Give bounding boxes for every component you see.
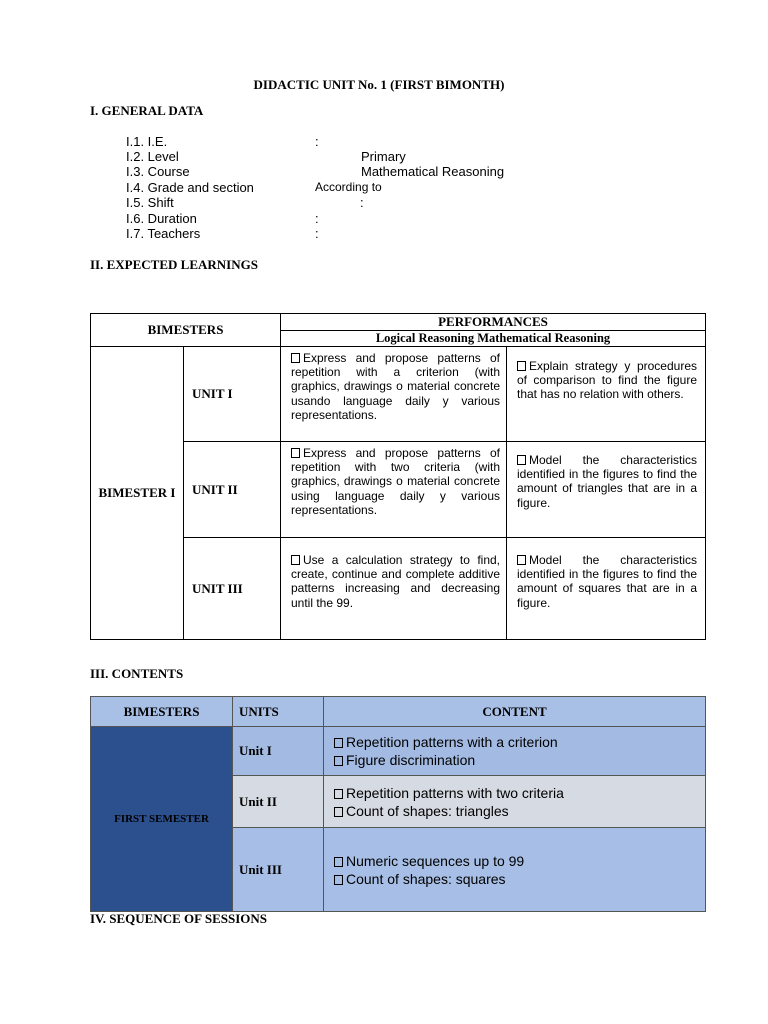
gd-value-course: Mathematical Reasoning <box>361 164 505 179</box>
performance-text: Model the characteristics identified in the figures to find the amount of triangles that are in a figure. <box>517 453 697 510</box>
bullet-icon <box>334 857 343 867</box>
gd-value-shift: : <box>360 195 364 210</box>
page-title: DIDACTIC UNIT No. 1 (FIRST BIMONTH) <box>253 77 505 92</box>
performance-text: Use a calculation strategy to find, create, continue and complete additive patterns increasing and decreasing until the 99. <box>291 553 500 610</box>
contents-content-header: CONTENT <box>324 697 706 727</box>
bullet-icon <box>291 555 300 565</box>
performance-text: Explain strategy y procedures of comparison to find the figure that has no relation with others. <box>517 359 697 402</box>
gd-label-course: I.3. Course <box>126 164 190 179</box>
contents-unit-cell: Unit I <box>233 727 324 776</box>
gd-value-grade: According to <box>315 180 382 194</box>
bimester-cell <box>91 347 184 640</box>
bullet-icon <box>291 353 300 363</box>
gd-label-teachers: I.7. Teachers <box>126 226 201 241</box>
bullet-icon <box>334 875 343 885</box>
bullet-icon <box>517 555 526 565</box>
performance-cell <box>507 347 706 442</box>
unit-cell: UNIT III <box>184 538 281 640</box>
gd-value-ie: : <box>315 134 319 149</box>
contents-text-cell <box>324 828 706 912</box>
bullet-icon <box>334 807 343 817</box>
gd-label-ie: I.1. I.E. <box>126 134 168 149</box>
contents-unit-cell: Unit III <box>233 828 324 912</box>
performance-cell <box>281 347 507 442</box>
performance-text: Express and propose patterns of repetition with a criterion (with graphics, drawings o material concrete usando language daily y various representations. <box>291 351 500 422</box>
list-item: Figure discrimination <box>334 751 705 769</box>
contents-heading: III. CONTENTS <box>90 666 184 681</box>
list-item: Repetition patterns with two criteria <box>334 784 705 802</box>
gd-value-duration: : <box>315 211 319 226</box>
bullet-icon <box>334 738 343 748</box>
contents-units-header: UNITS <box>233 697 324 727</box>
contents-text-cell <box>324 727 706 776</box>
contents-unit-cell: Unit II <box>233 776 324 828</box>
gd-value-level: Primary <box>361 149 406 164</box>
sessions-heading: IV. SEQUENCE OF SESSIONS <box>90 911 268 926</box>
general-data-heading: I. GENERAL DATA <box>90 103 204 118</box>
bimesters-header: BIMESTERS <box>91 314 281 347</box>
bullet-icon <box>334 789 343 799</box>
gd-value-teachers: : <box>315 226 319 241</box>
performance-cell <box>507 442 706 538</box>
expected-learnings-heading: II. EXPECTED LEARNINGS <box>90 257 258 272</box>
bullet-icon <box>517 361 526 371</box>
gd-label-grade: I.4. Grade and section <box>126 180 254 195</box>
performance-cell <box>281 442 507 538</box>
list-item: Count of shapes: squares <box>334 870 705 888</box>
list-item: Repetition patterns with a criterion <box>334 733 705 751</box>
performances-subheader: Logical Reasoning Mathematical Reasoning <box>281 331 706 347</box>
semester-cell: FIRST SEMESTER <box>91 727 233 912</box>
bullet-icon <box>334 756 343 766</box>
gd-label-shift: I.5. Shift <box>126 195 174 210</box>
bullet-icon <box>291 448 300 458</box>
expected-learnings-table <box>90 313 706 640</box>
contents-table <box>90 696 706 912</box>
performances-header: PERFORMANCES <box>281 314 706 331</box>
gd-label-duration: I.6. Duration <box>126 211 197 226</box>
unit-cell: UNIT II <box>184 442 281 538</box>
list-item: Numeric sequences up to 99 <box>334 852 705 870</box>
gd-label-level: I.2. Level <box>126 149 179 164</box>
unit-cell: UNIT I <box>184 347 281 442</box>
performance-text: Model the characteristics identified in the figures to find the amount of squares that are in a figure. <box>517 553 697 610</box>
contents-text-cell <box>324 776 706 828</box>
contents-bimesters-header: BIMESTERS <box>91 697 233 727</box>
performance-text: Express and propose patterns of repetition with two criteria (with graphics, drawings o material concrete using language daily y various representations. <box>291 446 500 517</box>
bimester-label: BIMESTER I <box>98 485 176 500</box>
bullet-icon <box>517 455 526 465</box>
performance-cell <box>281 538 507 640</box>
performance-cell <box>507 538 706 640</box>
list-item: Count of shapes: triangles <box>334 802 705 820</box>
